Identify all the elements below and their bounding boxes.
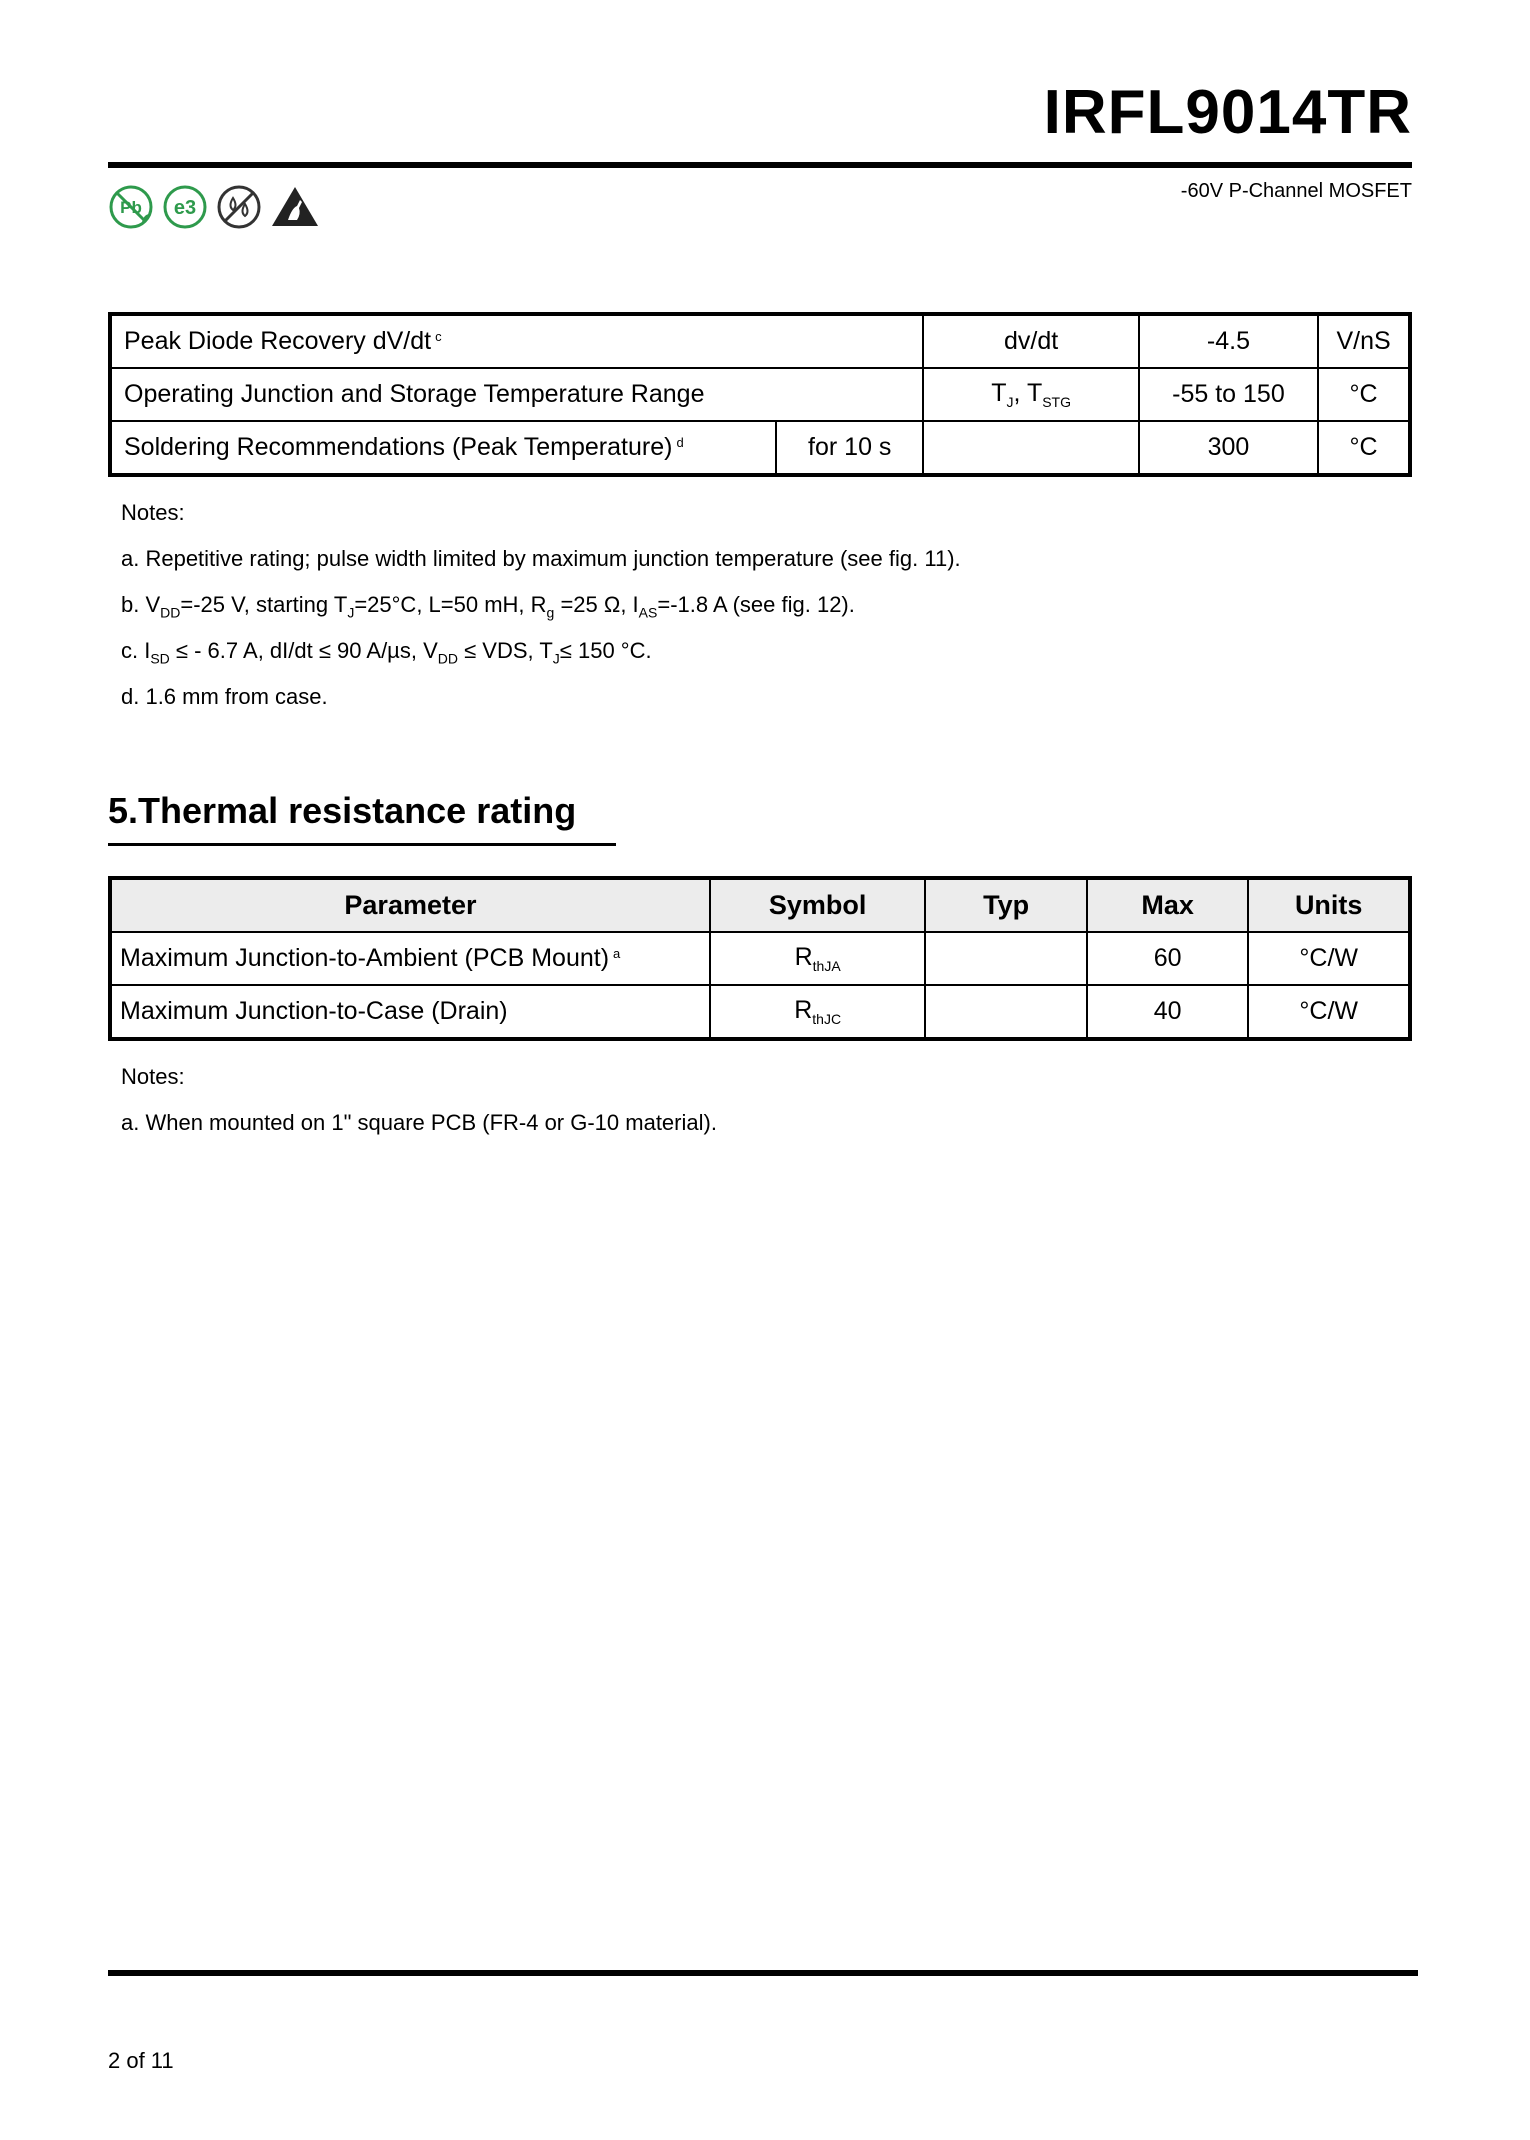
typ-cell: [925, 985, 1086, 1039]
compliance-icons: [108, 184, 320, 230]
notes-heading: Notes:: [121, 1064, 185, 1089]
symbol-cell: $T_J$, $T_{STG}$: [923, 368, 1138, 421]
value-cell: 300: [1139, 421, 1318, 475]
header-rule: [108, 162, 1412, 168]
notes-heading: Notes:: [121, 500, 185, 525]
table-row: [110, 421, 1410, 475]
symbol-cell: dv/dt: [923, 314, 1138, 368]
value-cell: -4.5: [1139, 314, 1318, 368]
symbol-cell: $R_{thJC}$: [710, 985, 925, 1039]
table-row: [110, 985, 1410, 1039]
value-cell: -55 to 150: [1139, 368, 1318, 421]
ratings-table: [108, 312, 1412, 477]
symbol-cell: [923, 421, 1138, 475]
param-cell: Maximum Junction-to-Ambient (PCB Mount) $^a$: [110, 932, 710, 985]
max-cell: 60: [1087, 932, 1249, 985]
section-rule: [108, 843, 616, 846]
unit-cell: V/nS: [1318, 314, 1410, 368]
column-header: Parameter: [110, 878, 710, 932]
halogen-free-icon: [216, 184, 262, 230]
param-cell: Peak Diode Recovery dV/dt $^c$: [110, 314, 923, 368]
condition-cell: for 10 s: [776, 421, 923, 475]
typ-cell: [925, 932, 1086, 985]
unit-cell: °C/W: [1248, 932, 1410, 985]
table-header-row: [110, 878, 1410, 932]
column-header: Units: [1248, 878, 1410, 932]
unit-cell: °C: [1318, 421, 1410, 475]
unit-cell: °C: [1318, 368, 1410, 421]
footer-rule: [108, 1970, 1418, 1976]
page-number: 2 of 11: [108, 2048, 174, 2073]
thermal-table: [108, 876, 1412, 1041]
column-header: Max: [1087, 878, 1249, 932]
param-cell: Soldering Recommendations (Peak Temperature) $^d$: [110, 421, 776, 475]
device-subtitle: -60V P-Channel MOSFET: [1180, 180, 1412, 202]
e3-icon: [162, 184, 208, 230]
param-cell: Maximum Junction-to-Case (Drain): [110, 985, 710, 1039]
param-cell: Operating Junction and Storage Temperature Range: [110, 368, 923, 421]
esd-sensitive-icon: [270, 184, 320, 230]
note-c: c. $I_{SD}$ ≤ - 6.7 A, dI/dt ≤ 90 A/µs, $V_{DD}$ ≤ VDS, $T_J\le 150$ °C.: [121, 638, 652, 667]
table-row: [110, 314, 1410, 368]
svg-text:e3: e3: [173, 197, 197, 219]
table-row: [110, 368, 1410, 421]
pb-free-icon: [108, 184, 154, 230]
column-header: Typ: [925, 878, 1086, 932]
max-cell: 40: [1087, 985, 1249, 1039]
note-b: b. $V_{DD}=-25$ V, starting $T_J=25^\circ C$, L=50 mH, $R_g =25$ Ω, $I_{AS}=-1.8$ A (see fig. 12).: [121, 592, 855, 621]
unit-cell: °C/W: [1248, 985, 1410, 1039]
part-number: IRFL9014TR: [1043, 78, 1412, 147]
note-d: d. 1.6 mm from case.: [121, 684, 328, 709]
section-title: 5.Thermal resistance rating: [108, 790, 577, 831]
table-row: [110, 932, 1410, 985]
symbol-cell: $R_{thJA}$: [710, 932, 925, 985]
note-a: a. Repetitive rating; pulse width limited by maximum junction temperature (see fig. 11).: [121, 546, 961, 571]
column-header: Symbol: [710, 878, 925, 932]
note-a: a. When mounted on 1" square PCB (FR-4 or G-10 material).: [121, 1110, 717, 1135]
svg-text:Pb: Pb: [120, 198, 142, 217]
